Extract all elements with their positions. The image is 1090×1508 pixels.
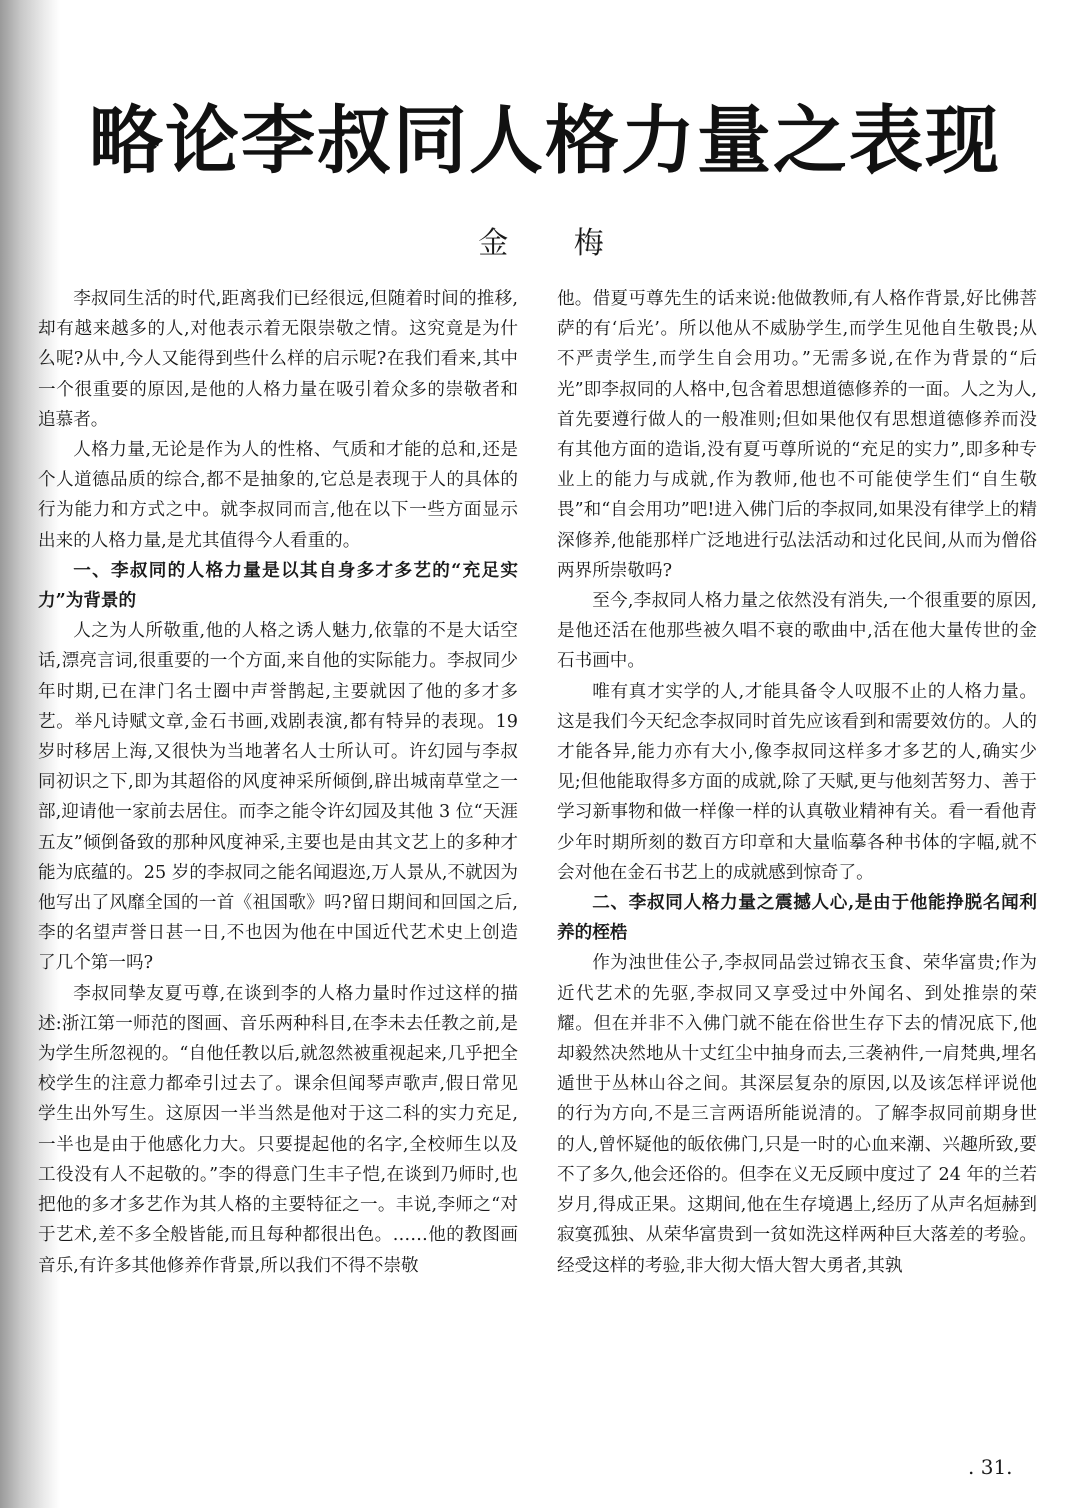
- section-heading: 二、李叔同人格力量之震撼人心,是由于他能挣脱名闻利养的桎梏: [557, 892, 1037, 944]
- paragraph: 人格力量,无论是作为人的性格、气质和才能的总和,还是个人道德品质的综合,都不是抽象的,它总是表现于人的具体的行为能力和方式之中。就李叔同而言,他在以下一些方面显示出来的人格力量,是尤其值得今人看重的。: [38, 440, 518, 551]
- article-title: 略论李叔同人格力量之表现: [89, 98, 1001, 184]
- paragraph: 至今,李叔同人格力量之依然没有消失,一个很重要的原因,是他还活在他那些被久唱不衰的歌曲中,活在他大量传世的金石书画中。: [557, 591, 1037, 672]
- paragraph: 人之为人所敬重,他的人格之诱人魅力,依靠的不是大话空话,漂亮言词,很重要的一个方面,来自他的实际能力。李叔同少年时期,已在津门名士圈中声誉鹊起,主要就因了他的多才多艺。举凡诗赋文章,金石书画,戏剧表演,都有特异的表现。19 岁时移居上海,又很快为当地著名人士所认可。许幻园与李叔同初识之下,即为其超俗的风度神采所倾倒,辟出城南草堂之一部,迎请他一家前去居住。而李之能令许幻园及其他 3 位“天涯五友”倾倒备致的那种风度神采,主要也是由其文艺上的多种才能为底蕴的。25 岁的李叔同之能名闻遐迩,万人景从,不就因为他写出了风靡全国的一首《祖国歌》吗?留日期间和回国之后,李的名望声誉日甚一日,不也因为他在中国近代艺术史上创造了几个第一吗?: [38, 621, 518, 974]
- paragraph-continued: 他。借夏丏尊先生的话来说:他做教师,有人格作背景,好比佛菩萨的有‘后光’。所以他从不威胁学生,而学生见他自生敬畏;从不严责学生,而学生自会用功。”无需多说,在作为背景的“后光”即李叔同的人格中,包含着思想道德修养的一面。人之为人,首先要遵行做人的一般准则;但如果他仅有思想道德修养而没有其他方面的造诣,没有夏丏尊所说的“充足的实力”,即多种专业上的能力与成就,作为教师,他也不可能使学生们“自生敬畏”和“自会用功”吧!进入佛门后的李叔同,如果没有律学上的精深修养,他能那样广泛地进行弘法活动和过化民间,从而为僧俗两界所崇敬吗?: [557, 289, 1037, 581]
- right-column: [557, 284, 1037, 1281]
- left-column: [38, 284, 518, 1281]
- paragraph: 李叔同生活的时代,距离我们已经很远,但随着时间的推移,却有越来越多的人,对他表示着无限崇敬之情。这究竟是为什么呢?从中,今人又能得到些什么样的启示呢?在我们看来,其中一个很重要的原因,是他的人格力量在吸引着众多的崇敬者和追慕者。: [38, 289, 518, 430]
- page-number: . 31.: [968, 1455, 1013, 1479]
- section-heading: 一、李叔同的人格力量是以其自身多才多艺的“充足实力”为背景的: [38, 559, 518, 612]
- article-author: 金 梅: [478, 226, 632, 261]
- paragraph: 唯有真才实学的人,才能具备令人叹服不止的人格力量。这是我们今天纪念李叔同时首先应该看到和需要效仿的。人的才能各异,能力亦有大小,像李叔同这样多才多艺的人,确实少见;但他能取得多方面的成就,除了天赋,更与他刻苦努力、善于学习新事物和做一样像一样的认真敬业精神有关。看一看他青少年时期所刻的数百方印章和大量临摹各种书体的字幅,就不会对他在金石书艺上的成就感到惊奇了。: [557, 681, 1037, 883]
- paragraph: 作为浊世佳公子,李叔同品尝过锦衣玉食、荣华富贵;作为近代艺术的先驱,李叔同又享受过中外闻名、到处推崇的荣耀。但在并非不入佛门就不能在俗世生存下去的情况底下,他却毅然决然地从十丈红尘中抽身而去,三袭衲件,一肩梵典,埋名遁世于丛林山谷之间。其深层复杂的原因,以及该怎样评说他的行为方向,不是三言两语所能说清的。了解李叔同前期身世的人,曾怀疑他的皈依佛门,只是一时的心血来潮、兴趣所致,要不了多久,他会还俗的。但李在义无反顾中度过了 24 年的兰若岁月,得成正果。这期间,他在生存境遇上,经历了从声名烜赫到寂寞孤独、从荣华富贵到一贫如洗这样两种巨大落差的考验。经受这样的考验,非大彻大悟大智大勇者,其孰: [557, 953, 1037, 1276]
- paragraph: 李叔同挚友夏丏尊,在谈到李的人格力量时作过这样的描述:浙江第一师范的图画、音乐两种科目,在李未去任教之前,是为学生所忽视的。“自他任教以后,就忽然被重视起来,几乎把全校学生的注意力都牵引过去了。课余但闻琴声歌声,假日常见学生出外写生。这原因一半当然是他对于这二科的实力充足,一半也是由于他感化力大。只要提起他的名字,全校师生以及工役没有人不起敬的。”李的得意门生丰子恺,在谈到乃师时,也把他的多才多艺作为其人格的主要特征之一。丰说,李师之“对于艺术,差不多全般皆能,而且每种都很出色。……他的教图画音乐,有许多其他修养作背景,所以我们不得不崇敬: [38, 983, 518, 1276]
